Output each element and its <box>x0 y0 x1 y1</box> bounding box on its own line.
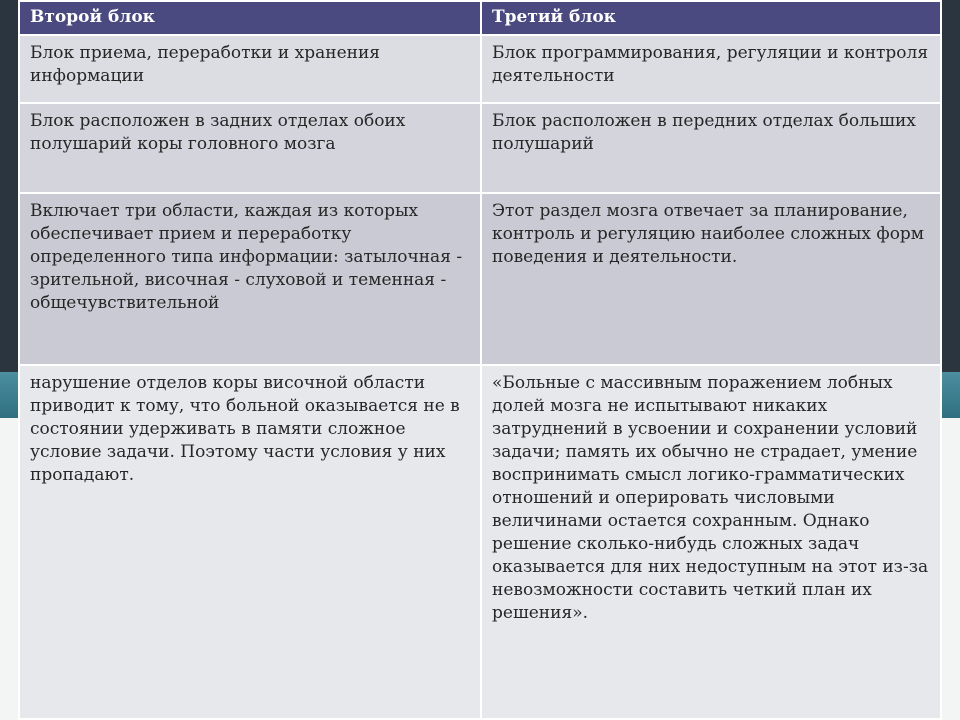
table-row <box>19 103 941 193</box>
table-header-row <box>19 1 941 35</box>
comparison-table <box>18 0 942 720</box>
table-row <box>19 365 941 719</box>
table-row <box>19 193 941 365</box>
header-third-block: Третий блок <box>481 1 941 35</box>
cell-third-function: Блок программирования, регуляции и контроля деятельности <box>481 35 941 103</box>
table-row <box>19 35 941 103</box>
cell-second-location: Блок расположен в задних отделах обоих полушарий коры головного мозга <box>19 103 481 193</box>
decorative-stripe-right <box>940 372 960 418</box>
header-second-block: Второй блок <box>19 1 481 35</box>
decorative-stripe-left <box>0 372 18 418</box>
cell-third-location: Блок расположен в передних отделах больших полушарий <box>481 103 941 193</box>
cell-second-damage: нарушение отделов коры височной области приводит к тому, что больной оказывается не в состоянии удерживать в памяти сложное условие задачи. Поэтому части условия у них пропадают. <box>19 365 481 719</box>
cell-third-role: Этот раздел мозга отвечает за планирование, контроль и регуляцию наиболее сложных форм поведения и деятельности. <box>481 193 941 365</box>
cell-second-function: Блок приема, переработки и хранения информации <box>19 35 481 103</box>
cell-second-areas: Включает три области, каждая из которых обеспечивает прием и переработку определенного типа информации: затылочная - зрительной, височная - слуховой и теменная - общечувствительной <box>19 193 481 365</box>
cell-third-damage: «Больные с массивным поражением лобных долей мозга не испытывают никаких затруднений в усвоении и сохранении условий задачи; память их обычно не страдает, умение воспринимать смысл логико-грамматических отношений и оперировать числовыми величинами остается сохранным. Однако решение сколько-нибудь сложных задач оказывается для них недоступным на этот из-за невозможности составить четкий план их решения». <box>481 365 941 719</box>
